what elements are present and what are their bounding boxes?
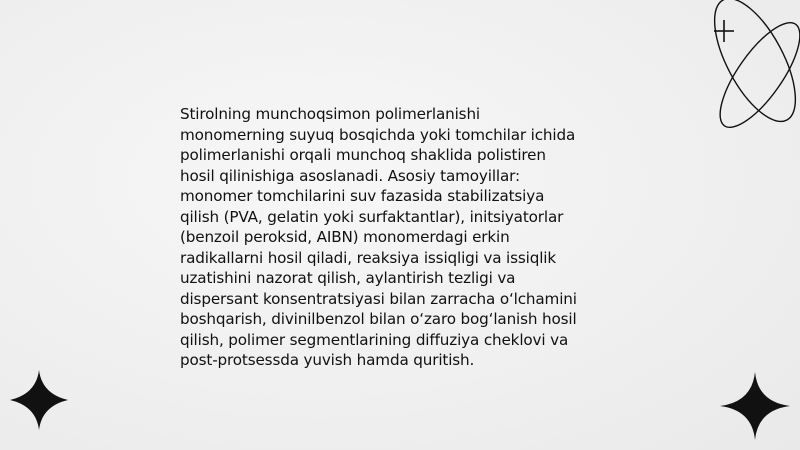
body-line: monomer tomchilarini suv fazasida stabilizatsiya [180,187,545,205]
body-line: uzatishini nazorat qilish, aylantirish tezligi va [180,269,516,287]
four-point-star-icon [720,372,790,440]
body-line: hosil qilinishiga asoslanadi. Asosiy tamoyillar: [180,166,520,185]
body-line: boshqarish, divinilbenzol bilan o‘zaro bog‘lanish hosil [180,310,577,328]
body-line: radikallarni hosil qiladi, reaksiya issiqligi va issiqlik [180,248,556,267]
four-point-star-icon [10,370,68,430]
body-line: qilish, polimer segmentlarining diffuziya cheklovi va [180,330,569,349]
body-line: post-protsessda yuvish hamda quritish. [180,351,475,369]
body-line: (benzoil peroksid, AIBN) monomerdagi erkin [180,228,510,246]
body-line: dispersant konsentratsiyasi bilan zarracha o‘lchamini [180,289,577,308]
body-line: qilish (PVA, gelatin yoki surfaktantlar), initsiyatorlar [180,207,564,226]
body-line: monomerning suyuq bosqichda yoki tomchilar ichida [180,125,576,144]
body-text [180,104,625,371]
body-line: Stirolning munchoqsimon polimerlanishi [180,105,480,123]
body-line: polimerlanishi orqali munchoq shaklida polistiren [180,146,546,164]
orbit-sparkle-icon [660,0,800,140]
